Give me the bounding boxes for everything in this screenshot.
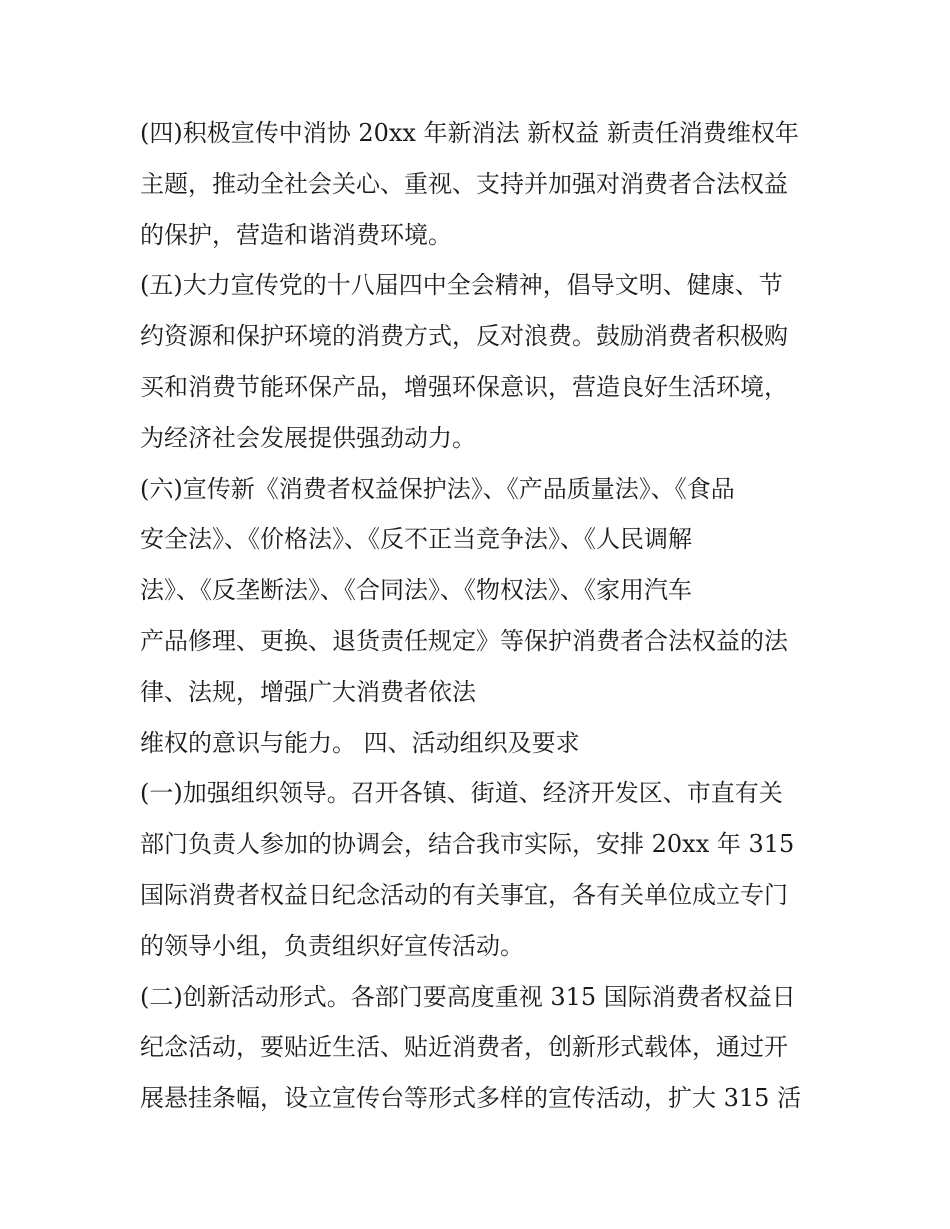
text-line: 产品修理、更换、退货责任规定》等保护消费者合法权益的法: [140, 626, 788, 655]
text-line: 纪念活动，要贴近生活、贴近消费者，创新形式载体，通过开: [140, 1033, 788, 1062]
text-line: 国际消费者权益日纪念活动的有关事宜，各有关单位成立专门: [140, 880, 788, 909]
text-line: (四)积极宣传中消协 20xx 年新消法 新权益 新责任消费维权年: [140, 119, 799, 147]
text-line: 法》、《反垄断法》、《合同法》、《物权法》、《家用汽车: [140, 576, 692, 605]
text-line: 买和消费节能环保产品，增强环保意识，营造良好生活环境，: [140, 372, 788, 401]
document-body: [140, 108, 830, 1124]
text-line: (一)加强组织领导。召开各镇、街道、经济开发区、市直有关: [140, 779, 783, 808]
text-line: 部门负责人参加的协调会，结合我市实际，安排 20xx 年 315: [140, 830, 795, 859]
text-line: 律、法规，增强广大消费者依法: [140, 677, 476, 706]
text-line: 安全法》、《价格法》、《反不正当竞争法》、《人民调解: [140, 525, 692, 554]
text-line: 为经济社会发展提供强劲动力。: [140, 423, 476, 452]
text-line: (二)创新活动形式。各部门要高度重视 315 国际消费者权益日: [140, 982, 796, 1011]
text-line: 的保护，营造和谐消费环境。: [140, 220, 452, 249]
text-line: 的领导小组，负责组织好宣传活动。: [140, 931, 524, 960]
text-line: (五)大力宣传党的十八届四中全会精神，倡导文明、健康、节: [140, 271, 783, 300]
text-line: (六)宣传新《消费者权益保护法》、《产品质量法》、《食品: [140, 474, 735, 503]
text-line: 维权的意识与能力。 四、活动组织及要求: [140, 728, 580, 757]
text-line: 展悬挂条幅，设立宣传台等形式多样的宣传活动，扩大 315 活: [140, 1084, 802, 1113]
text-line: 主题，推动全社会关心、重视、支持并加强对消费者合法权益: [140, 169, 788, 198]
text-line: 约资源和保护环境的消费方式，反对浪费。鼓励消费者积极购: [140, 322, 788, 351]
